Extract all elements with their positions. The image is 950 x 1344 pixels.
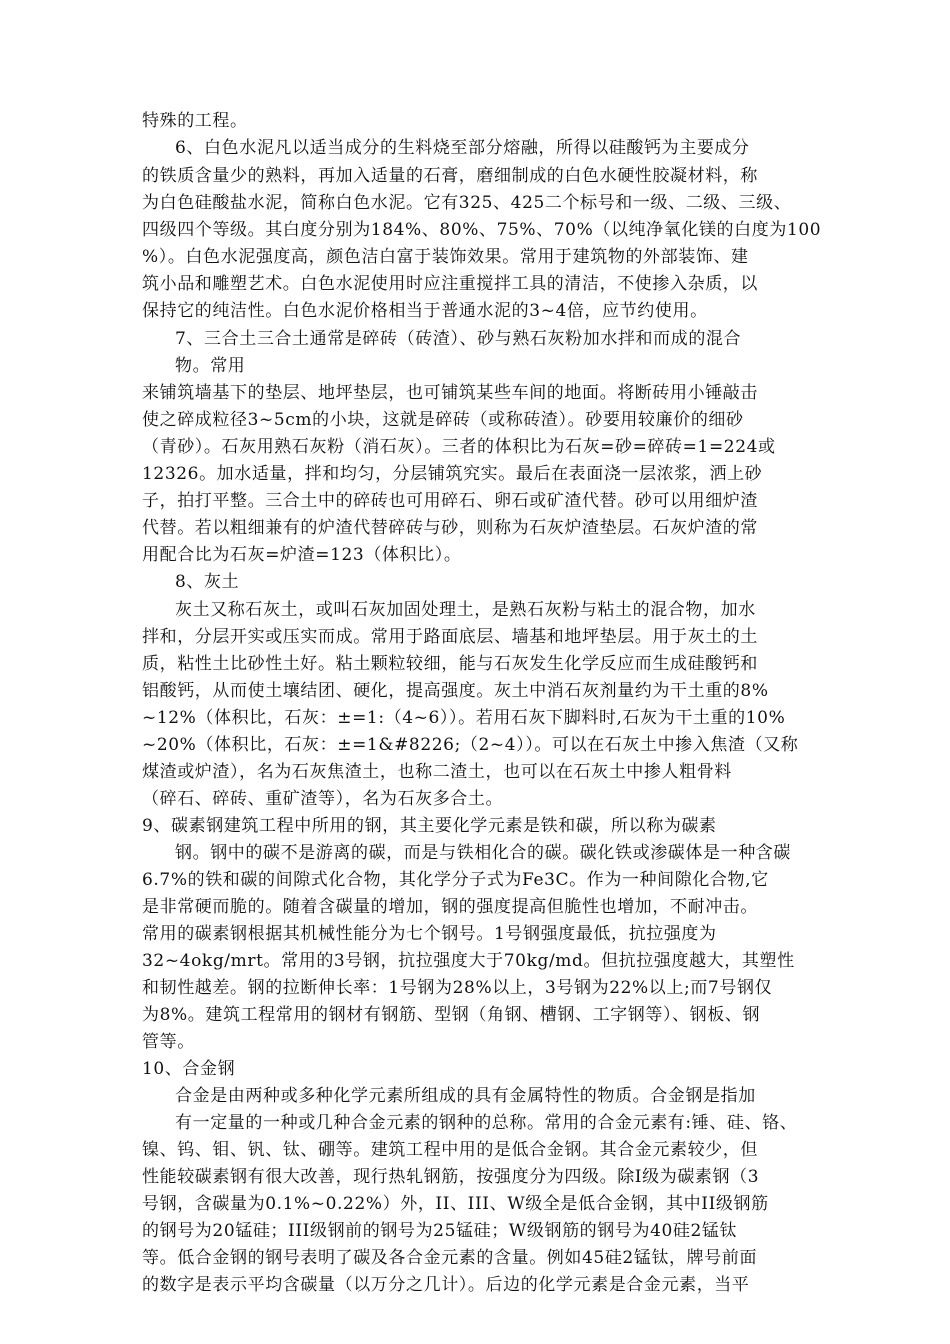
text-line: 等。低合金钢的钢号表明了碳及各合金元素的含量。例如45硅2锰钛，牌号前面 bbox=[142, 1248, 758, 1268]
text-line: 铝酸钙，从而使土壤结团、硬化，提高强度。灰土中消石灰剂量约为干土重的8% bbox=[142, 681, 769, 701]
text-line: 特殊的工程。 bbox=[142, 111, 248, 131]
text-line: 质，粘性土比砂性土好。粘土颗粒较细，能与石灰发生化学反应而生成硅酸钙和 bbox=[142, 654, 758, 674]
text-line: （碎石、碎砖、重矿渣等），名为石灰多合土。 bbox=[142, 789, 504, 809]
text-line: 6.7%的铁和碳的间隙式化合物，其化学分子式为Fe3C。作为一种间隙化合物,它 bbox=[142, 870, 769, 890]
text-line: ~12%（体积比，石灰：±=1:（4~6））。若用石灰下脚料时,石灰为干土重的10% bbox=[142, 708, 786, 728]
text-line: 为白色硅酸盐水泥，简称白色水泥。它有325、425二个标号和一级、二级、三级、 bbox=[142, 193, 792, 213]
section-heading: 8、灰土 bbox=[175, 572, 240, 592]
text-line: 常用的碳素钢根据其机械性能分为七个钢号。1号钢强度最低，抗拉强度为 bbox=[142, 924, 717, 944]
text-line: 筑小品和雕塑艺术。白色水泥使用时应注重搅拌工具的清洁，不使掺入杂质，以 bbox=[142, 274, 758, 294]
text-line: 用配合比为石灰=炉渣=123（体积比）。 bbox=[142, 545, 462, 565]
text-line: 灰土又称石灰土，或叫石灰加固处理土，是熟石灰粉与粘土的混合物，加水 bbox=[175, 600, 756, 620]
text-line: ~20%（体积比，石灰：±=1&#8226;（2~4））。可以在石灰土中掺入焦渣（又称 bbox=[142, 735, 799, 755]
text-line: 和韧性越差。钢的拉断伸长率：1号钢为28%以上，3号钢为22%以上;而7号钢仅 bbox=[142, 978, 773, 998]
text-line: 镍、钨、钼、钒、钛、硼等。建筑工程中用的是低合金钢。其合金元素较少，但 bbox=[142, 1140, 758, 1160]
text-line: 有一定量的一种或几种合金元素的钢种的总称。常用的合金元素有:锤、硅、铬、 bbox=[175, 1113, 798, 1133]
text-line: 10、合金钢 bbox=[142, 1059, 236, 1079]
text-line: 使之碎成粒径3~5cm的小块，这就是碎砖（或称砖渣）。砂要用较廉价的细砂 bbox=[142, 410, 744, 430]
text-line: （青砂）。石灰用熟石灰粉（消石灰）。三者的体积比为石灰=砂=碎砖=1=224或 bbox=[142, 437, 776, 457]
text-line: 钢。钢中的碳不是游离的碳，而是与铁相化合的碳。碳化铁或渗碳体是一种含碳 bbox=[175, 843, 791, 863]
text-line: 代替。若以粗细兼有的炉渣代替碎砖与砂，则称为石灰炉渣垫层。石灰炉渣的常 bbox=[142, 518, 758, 538]
text-line: 子，拍打平整。三合土中的碎砖也可用碎石、卵石或矿渣代替。砂可以用细炉渣 bbox=[142, 491, 758, 511]
text-line: 的数字是表示平均含碳量（以万分之几计）。后边的化学元素是合金元素，当平 bbox=[142, 1275, 750, 1295]
text-line: 煤渣或炉渣），名为石灰焦渣土，也称二渣土，也可以在石灰土中掺人粗骨料 bbox=[142, 762, 732, 782]
text-line: 拌和，分层开实或压实而成。常用于路面底层、墙基和地坪垫层。用于灰土的土 bbox=[142, 627, 758, 647]
text-line: %）。白色水泥强度高，颜色洁白富于装饰效果。常用于建筑物的外部装饰、建 bbox=[142, 247, 749, 267]
text-line: 12326。加水适量，拌和均匀，分层铺筑究实。最后在表面浇一层浓浆，洒上砂 bbox=[142, 464, 763, 484]
text-line: 9、碳素钢建筑工程中所用的钢，其主要化学元素是铁和碳，所以称为碳素 bbox=[142, 816, 717, 836]
text-line: 7、三合土三合土通常是碎砖（砖渣）、砂与熟石灰粉加水拌和而成的混合 bbox=[175, 329, 742, 349]
text-line: 性能较碳素钢有很大改善，现行热轧钢筋，按强度分为四级。除I级为碳素钢（3 bbox=[142, 1167, 760, 1187]
text-line: 保持它的纯洁性。白色水泥价格相当于普通水泥的3~4倍，应节约使用。 bbox=[142, 301, 708, 321]
text-line: 的钢号为20锰硅；III级钢前的钢号为25锰硅；W级钢筋的钢号为40硅2锰钛 bbox=[142, 1221, 738, 1241]
text-line: 32~4okg/mrt。常用的3号钢，抗拉强度大于70kg/md。但抗拉强度越大，其塑性 bbox=[142, 951, 795, 971]
text-line: 的铁质含量少的熟料，再加入适量的石膏，磨细制成的白色水硬性胶凝材料，称 bbox=[142, 166, 758, 186]
text-line: 号钢，含碳量为0.1%~0.22%）外，II、III、W级全是低合金钢，其中II级钢筋 bbox=[142, 1194, 769, 1214]
text-line: 6、白色水泥凡以适当成分的生料烧至部分熔融，所得以硅酸钙为主要成分 bbox=[175, 138, 750, 158]
text-line: 物。常用 bbox=[175, 356, 246, 376]
text-line: 来铺筑墙基下的垫层、地坪垫层，也可铺筑某些车间的地面。将断砖用小锤敲击 bbox=[142, 383, 758, 403]
section-heading: 合金是由两种或多种化学元素所组成的具有金属特性的物质。合金钢是指加 bbox=[175, 1086, 756, 1106]
text-line: 为8%。建筑工程常用的钢材有钢筋、型钢（角钢、槽钢、工字钢等）、钢板、钢 bbox=[142, 1005, 761, 1025]
text-line: 四级四个等级。其白度分别为184%、80%、75%、70%（以纯净氧化镁的白度为100 bbox=[142, 220, 822, 240]
text-line: 管等。 bbox=[142, 1032, 195, 1052]
text-line: 是非常硬而脆的。随着含碳量的增加，钢的强度提高但脆性也增加，不耐冲击。 bbox=[142, 897, 758, 917]
